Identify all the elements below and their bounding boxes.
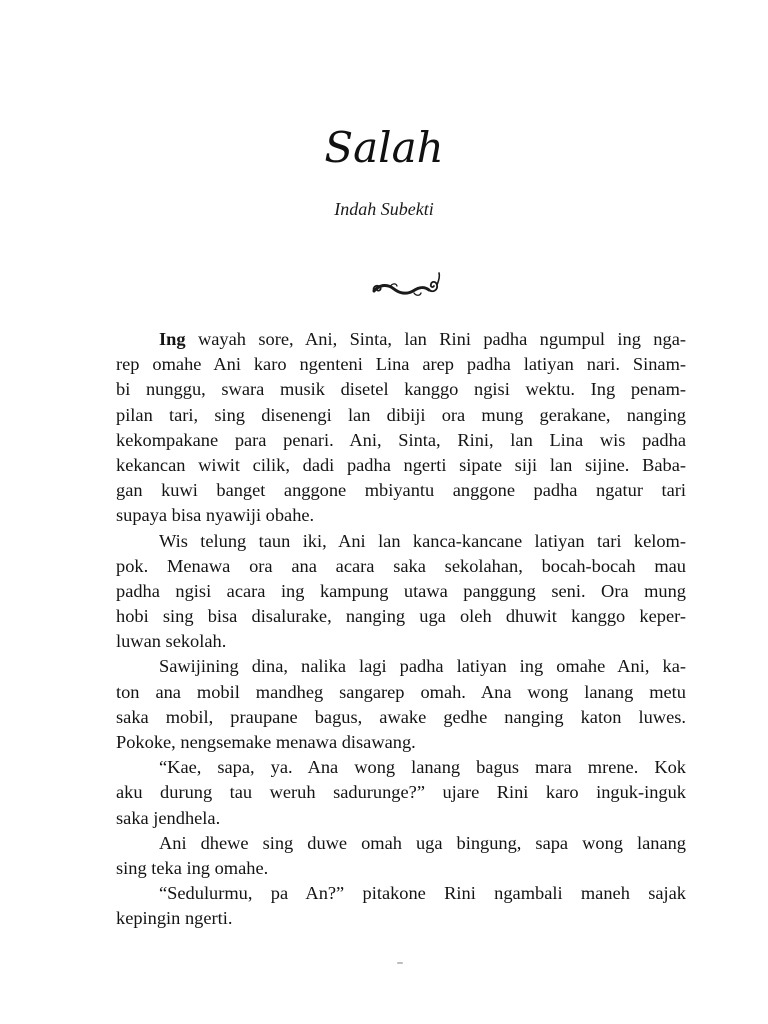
text-line: “Kae, sapa, ya. Ana wong lanang bagus mara mrene. Kok <box>159 757 686 778</box>
text-line: pok. Menawa ora ana acara saka sekolahan, bocah-bocah mau <box>116 555 686 576</box>
text-line: hobi sing bisa disalurake, nanging uga oleh dhuwit kanggo keper- <box>116 606 686 627</box>
text-line: supaya bisa nyawiji obahe. <box>116 505 315 526</box>
text-line: Wis telung taun iki, Ani lan kanca-kancane latiyan tari kelom- <box>159 530 686 551</box>
text-line: kekompakane para penari. Ani, Sinta, Rini, lan Lina wis padha <box>116 429 686 450</box>
author-name: Indah Subekti <box>334 199 434 219</box>
paragraph <box>116 755 686 831</box>
text-line: rep omahe Ani karo ngenteni Lina arep padha latiyan nari. Sinam- <box>116 354 686 375</box>
text-line: padha ngisi acara ing kampung utawa panggung seni. Ora mung <box>116 580 686 601</box>
paragraph <box>116 529 686 655</box>
text-line: sing teka ing omahe. <box>116 857 269 878</box>
text-line: bi nunggu, swara musik disetel kanggo ngisi wektu. Ing penam- <box>116 379 686 400</box>
text-line: Ani dhewe sing duwe omah uga bingung, sapa wong lanang <box>159 832 686 853</box>
paragraph <box>116 327 686 529</box>
text-line: gan kuwi banget anggone mbiyantu anggone padha ngatur tari <box>116 480 686 501</box>
text-line: kekancan wiwit cilik, dadi padha ngerti sipate siji lan sijine. Baba- <box>116 454 686 475</box>
text-line: saka jendhela. <box>116 807 221 828</box>
story-body <box>116 327 686 932</box>
text-line: saka mobil, praupane bagus, awake gedhe nanging katon luwes. <box>116 706 686 727</box>
lead-word: Ing <box>159 329 186 349</box>
text-line: luwan sekolah. <box>116 631 227 652</box>
paragraph <box>116 654 686 755</box>
text-line: Pokoke, nengsemake menawa disawang. <box>116 732 416 752</box>
text-line: aku durung tau weruh sadurunge?” ujare Rini karo inguk-inguk <box>116 782 686 803</box>
flourish-divider-icon <box>366 270 444 302</box>
text-line: “Sedulurmu, pa An?” pitakone Rini ngambali maneh sajak <box>159 883 686 904</box>
story-title: Salah <box>324 123 444 172</box>
page-mark <box>397 962 403 964</box>
text-line: kepingin ngerti. <box>116 908 233 929</box>
text-line: pilan tari, sing disenengi lan dibiji ora mung gerakane, nanging <box>116 404 686 425</box>
paragraph <box>116 831 686 881</box>
paragraph <box>116 881 686 931</box>
text-line: Sawijining dina, nalika lagi padha latiyan ing omahe Ani, ka- <box>159 656 686 677</box>
text-line: ton ana mobil mandheg sangarep omah. Ana wong lanang metu <box>116 681 686 702</box>
text-line: Ing wayah sore, Ani, Sinta, lan Rini padha ngumpul ing nga- <box>159 329 686 349</box>
